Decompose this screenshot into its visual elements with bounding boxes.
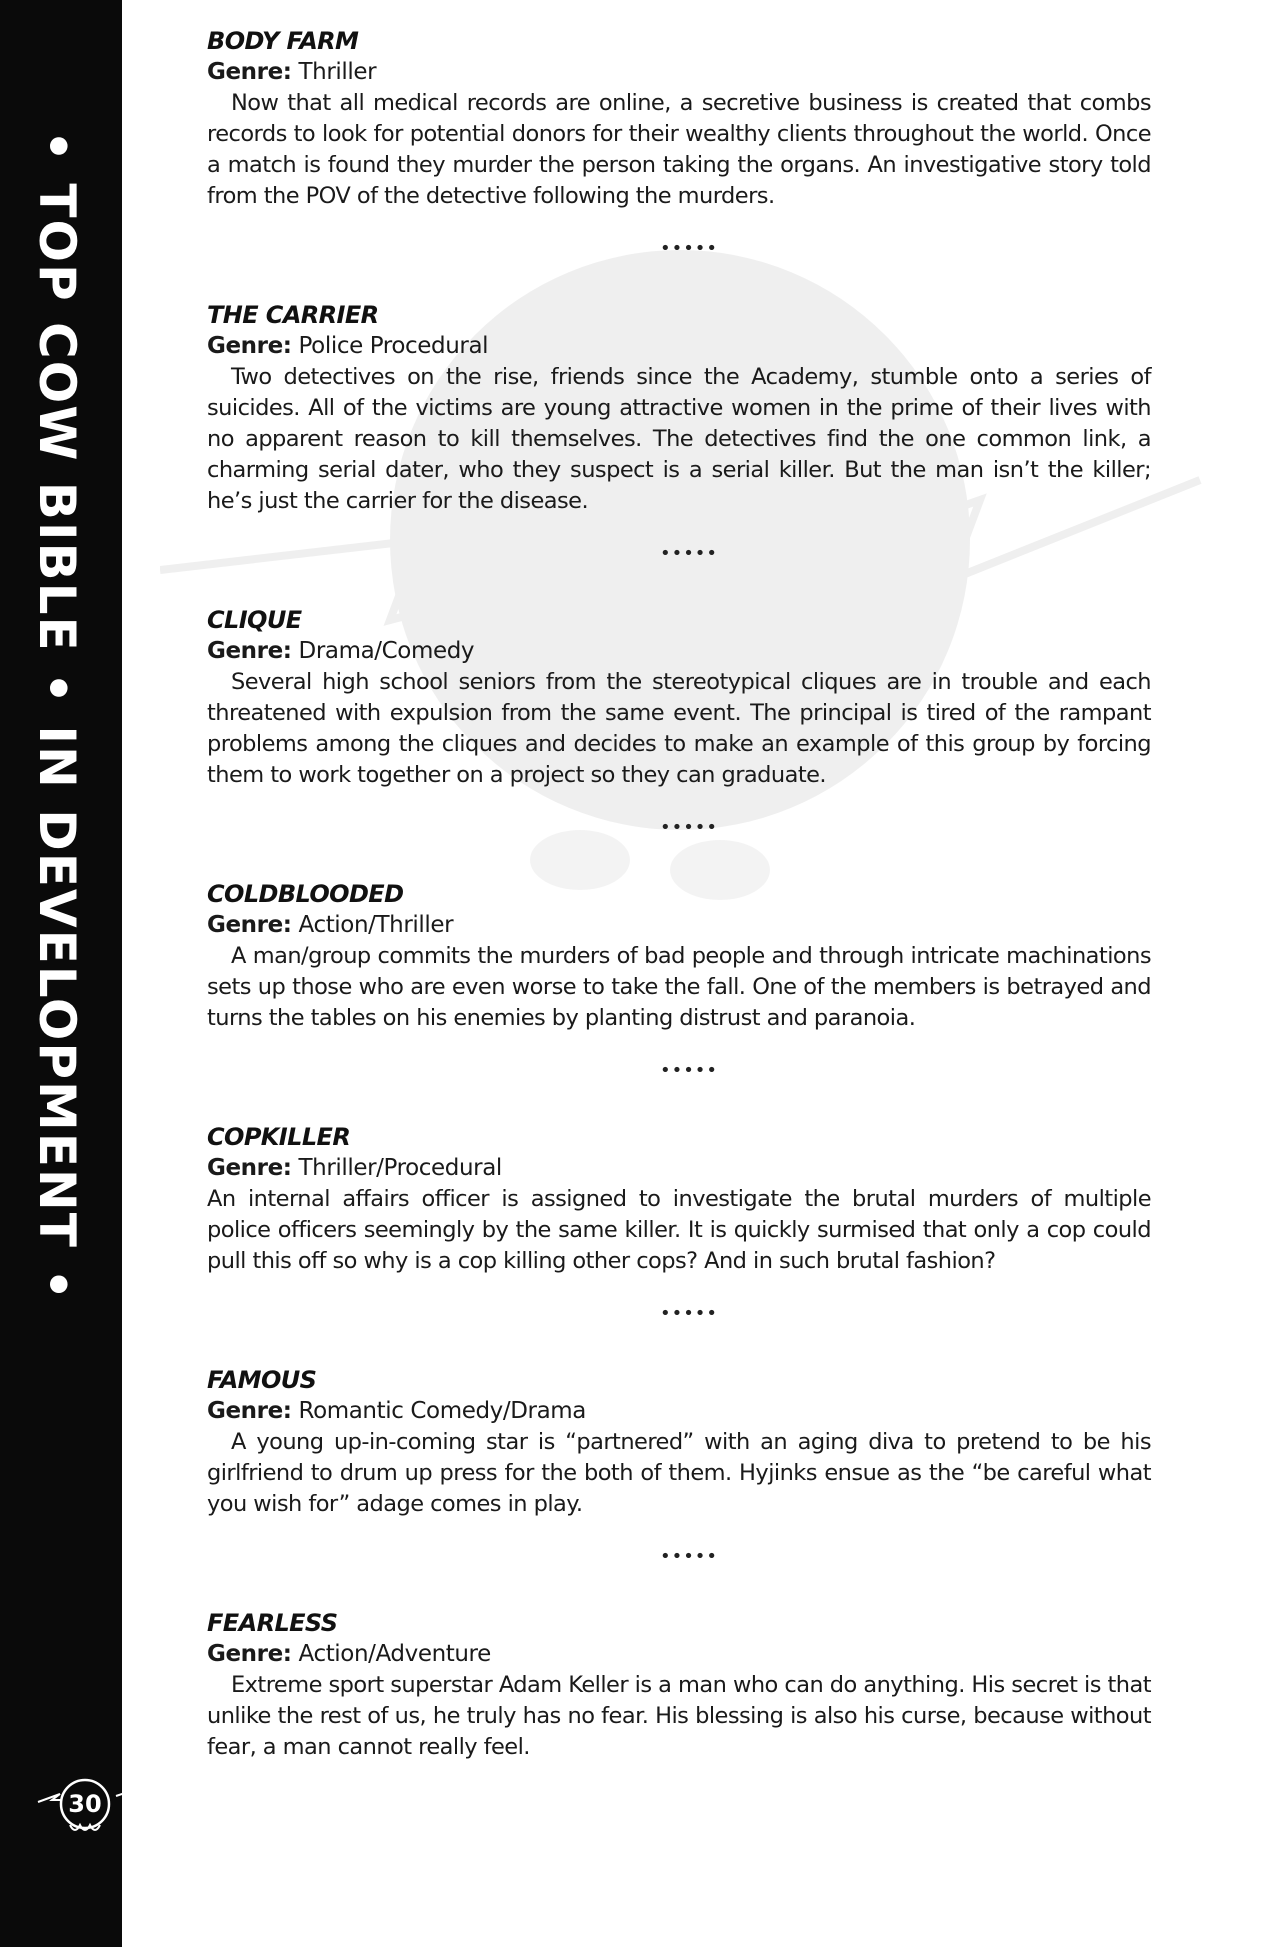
entry-title: CLIQUE [207,606,302,634]
separator: ••••• [659,238,719,259]
entry-genre [207,331,1151,362]
entry-body-farm [207,26,1151,212]
entry-genre [207,1396,1151,1427]
entry-genre [207,910,1151,941]
separator: ••••• [659,543,719,564]
entry-description: Several high school seniors from the stereotypical cliques are in trouble and each threatened with expulsion from the same event. The principal is tired of the rampant problems among the cliques and decides to make an example of this group by forcing them to work together on a project so they can graduate. [207,669,1151,788]
entry-description: Two detectives on the rise, friends since the Academy, stumble onto a series of suicides. All of the victims are young attractive women in the prime of their lives with no apparent reason to kill themselves. The detectives find the one common link, a charming serial dater, who they suspect is a serial killer. But the man isn’t the killer; he’s just the carrier for the disease. [207,364,1151,514]
genre-value: Romantic Comedy/Drama [298,1398,586,1424]
genre-value: Police Procedural [298,333,489,359]
separator: ••••• [659,1060,719,1081]
genre-label: Genre: [207,1155,292,1181]
entry-copkiller [207,1122,1151,1277]
genre-value: Drama/Comedy [298,638,475,664]
sidebar [0,0,122,1947]
entry-title: FAMOUS [207,1366,317,1394]
entry-title: FEARLESS [207,1609,338,1637]
entry-description: A man/group commits the murders of bad people and through intricate machinations sets up those who are even worse to take the fall. One of the members is betrayed and turns the tables on his enemies by planting distrust and paranoia. [207,943,1151,1031]
page-number: 30 [68,1790,102,1818]
entry-the-carrier [207,300,1151,517]
entry-fearless [207,1608,1151,1763]
entry-description: Now that all medical records are online, a secretive business is created that combs records to look for potential donors for their wealthy clients throughout the world. Once a match is found they murder the person taking the organs. An investigative story told from the POV of the detective following the murders. [207,90,1151,209]
separator: ••••• [659,817,719,838]
entry-genre [207,1153,1151,1184]
entry-title: THE CARRIER [207,301,379,329]
genre-label: Genre: [207,59,292,85]
entry-description: Extreme sport superstar Adam Keller is a man who can do anything. His secret is that unlike the rest of us, he truly has no fear. His blessing is also his curse, because without fear, a man cannot really feel. [207,1672,1151,1760]
entry-title: BODY FARM [207,27,359,55]
entry-genre [207,636,1151,667]
genre-label: Genre: [207,638,292,664]
entry-description: An internal affairs officer is assigned to investigate the brutal murders of multiple police officers seemingly by the same killer. It is quickly surmised that only a cop could pull this off so why is a cop killing other cops? And in such brutal fashion? [207,1186,1151,1274]
entry-description: A young up-in-coming star is “partnered” with an aging diva to pretend to be his girlfriend to drum up press for the both of them. Hyjinks ensue as the “be careful what you wish for” adage comes in play. [207,1429,1151,1517]
entry-genre [207,1639,1151,1670]
entry-clique [207,605,1151,791]
entry-title: COPKILLER [207,1123,351,1151]
entry-coldblooded [207,879,1151,1034]
entry-title: COLDBLOODED [207,880,404,908]
entry-list [207,26,1151,1763]
sidebar-title: • TOP COW BIBLE • IN DEVELOPMENT • [28,130,86,1303]
entry-genre [207,57,1151,88]
genre-value: Thriller [298,59,377,85]
genre-label: Genre: [207,333,292,359]
separator: ••••• [659,1303,719,1324]
genre-label: Genre: [207,912,292,938]
entry-famous [207,1365,1151,1520]
separator: ••••• [659,1546,719,1567]
genre-value: Thriller/Procedural [298,1155,502,1181]
genre-label: Genre: [207,1398,292,1424]
genre-label: Genre: [207,1641,292,1667]
genre-value: Action/Thriller [298,912,454,938]
genre-value: Action/Adventure [298,1641,491,1667]
